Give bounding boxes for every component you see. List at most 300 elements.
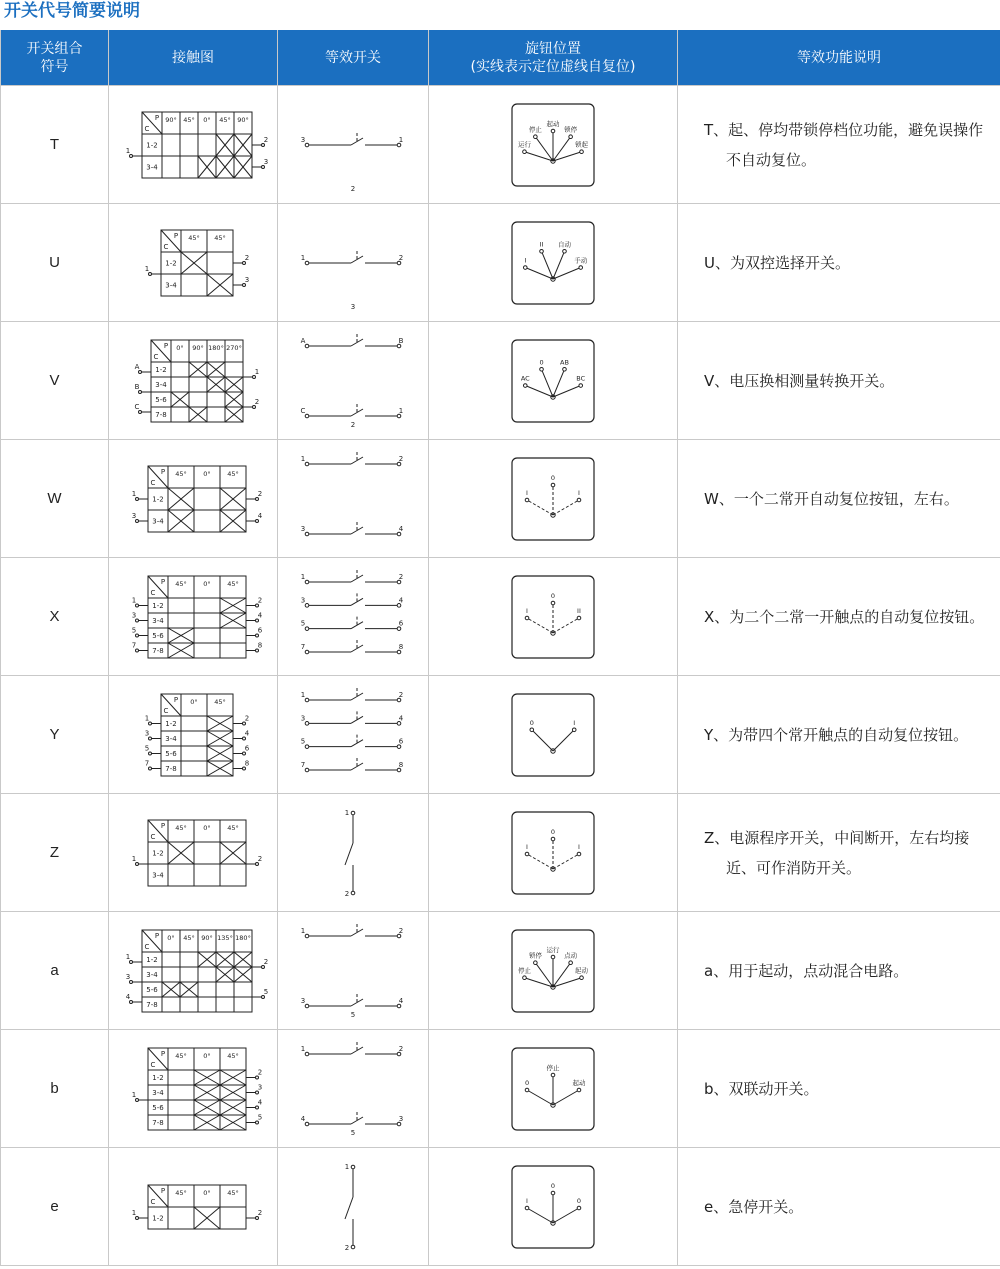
- knob-position: [511, 221, 595, 305]
- angle-label: 45°: [188, 233, 200, 242]
- contact-row-label: 1-2: [165, 719, 177, 728]
- contact-row-label: 1-2: [165, 259, 177, 267]
- switch-terminal: 3: [300, 996, 306, 1005]
- switch-code: V: [1, 322, 109, 440]
- function-description: [678, 1148, 1000, 1266]
- terminal-left: A: [134, 362, 140, 371]
- equivalent-switch: [293, 449, 413, 549]
- knob-position: [511, 457, 595, 541]
- description-text: a、用于起动，点动混合电路。: [704, 961, 909, 980]
- table-row: [1, 1148, 1000, 1266]
- contact-row-label: 1-2: [146, 141, 158, 149]
- switch-terminal: 1: [344, 1162, 350, 1171]
- angle-label: 0°: [167, 933, 175, 942]
- table-row: [1, 558, 1000, 676]
- contact-row-label: 3-4: [165, 281, 177, 289]
- angle-label: 45°: [175, 823, 187, 832]
- knob-label: 0: [524, 1078, 530, 1087]
- angle-label: 45°: [175, 1051, 187, 1060]
- knob-label: 0: [529, 718, 534, 727]
- knob-label: 0: [550, 827, 556, 836]
- switch-terminal: 2: [344, 889, 350, 898]
- angle-label: 45°: [175, 469, 187, 478]
- switch-terminal: 8: [398, 760, 404, 769]
- switch-terminal: 5: [350, 1128, 356, 1137]
- equivalent-switch: [293, 803, 413, 903]
- p-label: P: [160, 1049, 166, 1058]
- c-label: C: [150, 1197, 156, 1206]
- knob-label: I: [526, 1196, 528, 1205]
- terminal-right: 2: [257, 489, 263, 498]
- p-label: P: [160, 821, 166, 830]
- function-description: [678, 676, 1000, 794]
- angle-label: 90°: [237, 115, 249, 124]
- terminal-left: 3: [131, 611, 137, 619]
- function-description: [678, 440, 1000, 558]
- description-text: U、为双控选择开关。: [704, 253, 850, 272]
- switch-code: Y: [1, 676, 109, 794]
- angle-label: 45°: [183, 933, 195, 942]
- angle-label: 90°: [192, 343, 204, 352]
- switch-code: Z: [1, 794, 109, 912]
- description-text: e、急停开关。: [704, 1197, 804, 1216]
- contact-cell: [109, 322, 278, 440]
- terminal-left: 3: [144, 729, 150, 737]
- switch-terminal: 1: [300, 926, 306, 935]
- c-label: C: [150, 588, 156, 597]
- contact-cell: [109, 794, 278, 912]
- switch-terminal: 2: [398, 690, 404, 699]
- p-label: P: [154, 113, 160, 122]
- terminal-left: 1: [131, 596, 137, 604]
- terminal-right: 2: [244, 253, 250, 262]
- switch-terminal: 1: [300, 572, 306, 581]
- switch-terminal: 2: [350, 184, 356, 193]
- contact-cell: [109, 440, 278, 558]
- switch-terminal: 2: [344, 1243, 350, 1252]
- c-label: C: [150, 1060, 156, 1069]
- switch-terminal: 7: [300, 642, 306, 651]
- contact-row-label: 3-4: [152, 517, 164, 525]
- table-row: [1, 676, 1000, 794]
- switch-terminal: 2: [398, 253, 404, 262]
- contact-cell: [109, 676, 278, 794]
- terminal-right: 3: [257, 1083, 263, 1091]
- contact-row-label: 3-4: [155, 380, 167, 389]
- knob-label: 起动: [572, 1078, 586, 1087]
- switch-terminal: 6: [398, 619, 404, 628]
- contact-row-label: 7-8: [146, 1000, 158, 1009]
- terminal-left: 4: [125, 992, 131, 1001]
- knob-label: I: [526, 842, 528, 851]
- header-knob: [429, 30, 678, 86]
- function-description: [678, 794, 1000, 912]
- knob-position: [511, 339, 595, 423]
- switch-terminal: 3: [300, 524, 306, 533]
- angle-label: 0°: [203, 1188, 211, 1197]
- switch-terminal: 8: [398, 642, 404, 651]
- switch-terminal: 2: [398, 572, 404, 581]
- table-row: [1, 794, 1000, 912]
- contact-cell: [109, 86, 278, 204]
- equivalent-switch: [293, 1039, 413, 1139]
- contact-cell: [109, 1148, 278, 1266]
- knob-label: 停止: [517, 966, 531, 975]
- knob-label: 运行: [546, 945, 560, 954]
- contact-row-label: 1-2: [152, 495, 164, 503]
- contact-diagram: [118, 1157, 268, 1257]
- switch-code: b: [1, 1030, 109, 1148]
- terminal-right: 2: [257, 1068, 263, 1076]
- terminal-right: 4: [257, 1098, 263, 1106]
- equivalent-switch: [293, 1157, 413, 1257]
- contact-row-label: 3-4: [152, 616, 164, 625]
- terminal-right: 4: [257, 511, 263, 520]
- switch-terminal: 4: [398, 996, 404, 1005]
- terminal-left: 7: [144, 759, 150, 767]
- switch-terminal: 3: [300, 595, 306, 604]
- knob-cell: [429, 86, 678, 204]
- p-label: P: [163, 341, 169, 350]
- terminal-right: 2: [257, 854, 263, 863]
- p-label: P: [154, 931, 160, 940]
- p-label: P: [160, 577, 166, 586]
- c-label: C: [153, 352, 159, 361]
- terminal-left: 3: [125, 972, 131, 981]
- function-description: [678, 558, 1000, 676]
- table-row: [1, 440, 1000, 558]
- contact-row-label: 1-2: [152, 601, 164, 610]
- function-description: [678, 86, 1000, 204]
- knob-label: I: [526, 488, 528, 497]
- switch-terminal: 1: [300, 253, 306, 262]
- p-label: P: [160, 1186, 166, 1195]
- switch-code: e: [1, 1148, 109, 1266]
- switch-cell: [278, 322, 429, 440]
- switch-terminal: 3: [300, 713, 306, 722]
- knob-cell: [429, 204, 678, 322]
- contact-row-label: 3-4: [165, 734, 177, 743]
- terminal-left: 5: [131, 626, 137, 634]
- contact-diagram: [118, 803, 268, 903]
- switch-cell: [278, 204, 429, 322]
- knob-position: [511, 1165, 595, 1249]
- knob-label: 起动: [546, 119, 560, 128]
- knob-cell: [429, 322, 678, 440]
- terminal-left: 1: [131, 1208, 137, 1217]
- table-row: [1, 204, 1000, 322]
- terminal-right: 2: [263, 135, 268, 144]
- switch-cell: [278, 558, 429, 676]
- knob-cell: [429, 1148, 678, 1266]
- angle-label: 0°: [203, 469, 211, 478]
- knob-label: 停止: [528, 125, 542, 134]
- contact-row-label: 5-6: [165, 749, 177, 758]
- equivalent-switch: [293, 685, 413, 785]
- table-header-row: [1, 30, 1000, 86]
- knob-cell: [429, 794, 678, 912]
- switch-terminal: A: [300, 336, 306, 345]
- angle-label: 90°: [201, 933, 213, 942]
- switch-terminal: 2: [398, 1044, 404, 1053]
- knob-label: I: [573, 718, 576, 727]
- knob-position: [511, 811, 595, 895]
- contact-diagram: [118, 567, 268, 667]
- switch-terminal: 1: [300, 1044, 306, 1053]
- terminal-right: 2: [263, 957, 268, 966]
- knob-cell: [429, 1030, 678, 1148]
- equivalent-switch: [293, 95, 413, 195]
- switch-terminal: 4: [398, 713, 404, 722]
- terminal-left: B: [134, 382, 140, 391]
- switch-cell: [278, 676, 429, 794]
- angle-label: 135°: [217, 933, 233, 942]
- knob-cell: [429, 676, 678, 794]
- switch-terminal: 1: [300, 454, 306, 463]
- knob-position: [511, 693, 595, 777]
- switch-terminal: 3: [300, 135, 306, 144]
- terminal-left: 1: [125, 952, 131, 961]
- switch-cell: [278, 1148, 429, 1266]
- angle-label: 45°: [227, 823, 239, 832]
- angle-label: 45°: [214, 233, 226, 242]
- equivalent-switch: [293, 921, 413, 1021]
- switch-cell: [278, 794, 429, 912]
- knob-label: 锁停: [564, 125, 578, 134]
- contact-row-label: 5-6: [155, 395, 167, 404]
- terminal-left: 1: [125, 146, 131, 155]
- header-code: [1, 30, 109, 86]
- terminal-right: 5: [257, 1113, 263, 1121]
- angle-label: 45°: [183, 115, 195, 124]
- knob-label: 停止: [546, 1063, 560, 1072]
- header-knob-line2: (实线表示定位虚线自复位): [470, 58, 636, 75]
- description-text: V、电压换相测量转换开关。: [704, 371, 895, 390]
- terminal-left: 7: [131, 641, 137, 649]
- knob-label: AC: [520, 374, 530, 383]
- switch-terminal: B: [398, 336, 404, 345]
- switch-code: X: [1, 558, 109, 676]
- c-label: C: [150, 832, 156, 841]
- angle-label: 90°: [165, 115, 177, 124]
- contact-diagram: [118, 95, 268, 195]
- terminal-right: 2: [257, 1208, 263, 1217]
- switch-code-table: [0, 30, 1000, 1266]
- terminal-left: 1: [131, 489, 137, 498]
- contact-row-label: 3-4: [152, 1088, 164, 1097]
- knob-label: BC: [576, 374, 586, 383]
- terminal-left: 1: [131, 1090, 137, 1099]
- description-text: W、一个二常开自动复位按钮，左右。: [704, 489, 959, 508]
- description-text: b、双联动开关。: [704, 1079, 819, 1098]
- terminal-left: 1: [144, 714, 150, 722]
- knob-label: 自动: [557, 239, 571, 248]
- contact-row-label: 3-4: [152, 871, 164, 879]
- function-description: [678, 912, 1000, 1030]
- switch-terminal: C: [300, 406, 306, 415]
- header-contact: 接触图: [109, 30, 278, 86]
- switch-terminal: 2: [398, 454, 404, 463]
- contact-diagram: [118, 449, 268, 549]
- p-label: P: [160, 467, 166, 476]
- header-code-line2: 符号: [40, 58, 69, 75]
- knob-label: AB: [560, 357, 569, 366]
- angle-label: 0°: [190, 697, 198, 706]
- contact-row-label: 5-6: [146, 985, 158, 994]
- terminal-left: C: [134, 402, 140, 411]
- switch-cell: [278, 1030, 429, 1148]
- terminal-right: 5: [263, 987, 268, 996]
- switch-terminal: 1: [398, 406, 404, 415]
- p-label: P: [173, 695, 179, 704]
- knob-position: [511, 929, 595, 1013]
- terminal-left: 3: [131, 511, 137, 520]
- angle-label: 45°: [219, 115, 231, 124]
- switch-terminal: 4: [300, 1114, 306, 1123]
- knob-label: I: [578, 842, 580, 851]
- switch-code: W: [1, 440, 109, 558]
- terminal-left: 5: [144, 744, 150, 752]
- terminal-right: 2: [257, 596, 263, 604]
- terminal-right: 6: [244, 744, 250, 752]
- contact-diagram: [118, 331, 268, 431]
- knob-position: [511, 103, 595, 187]
- terminal-right: 3: [263, 157, 268, 166]
- knob-label: 锁起: [575, 140, 589, 149]
- angle-label: 45°: [214, 697, 226, 706]
- knob-cell: [429, 558, 678, 676]
- terminal-right: 3: [244, 275, 250, 284]
- c-label: C: [163, 706, 169, 715]
- contact-cell: [109, 912, 278, 1030]
- terminal-right: 8: [257, 641, 263, 649]
- knob-label: II: [577, 606, 581, 615]
- function-description: [678, 1030, 1000, 1148]
- angle-label: 45°: [227, 579, 239, 588]
- switch-cell: [278, 86, 429, 204]
- contact-diagram: [118, 685, 268, 785]
- header-func: 等效功能说明: [678, 30, 1000, 86]
- contact-row-label: 5-6: [152, 1103, 164, 1112]
- knob-label: II: [539, 239, 544, 248]
- c-label: C: [144, 942, 150, 951]
- terminal-right: 8: [244, 759, 250, 767]
- switch-terminal: 4: [398, 595, 404, 604]
- knob-label: 0: [550, 473, 556, 482]
- terminal-left: 1: [131, 854, 137, 863]
- function-description: [678, 322, 1000, 440]
- header-switch: 等效开关: [278, 30, 429, 86]
- terminal-right: 1: [254, 367, 260, 376]
- table-row: [1, 912, 1000, 1030]
- switch-code: a: [1, 912, 109, 1030]
- contact-cell: [109, 558, 278, 676]
- knob-label: 0: [550, 1181, 556, 1190]
- description-text: T、起、停均带锁停档位功能，避免误操作不自动复位。: [704, 120, 984, 169]
- switch-cell: [278, 912, 429, 1030]
- table-row: [1, 86, 1000, 204]
- switch-cell: [278, 440, 429, 558]
- angle-label: 45°: [175, 1188, 187, 1197]
- contact-row-label: 5-6: [152, 631, 164, 640]
- contact-row-label: 1-2: [155, 365, 167, 374]
- contact-row-label: 7-8: [155, 410, 167, 419]
- knob-label: I: [524, 256, 527, 265]
- switch-terminal: 3: [398, 1114, 404, 1123]
- p-label: P: [173, 231, 179, 240]
- knob-label: 锁停: [528, 951, 542, 960]
- description-text: X、为二个二常一开触点的自动复位按钮。: [704, 607, 985, 626]
- contact-row-label: 1-2: [152, 1073, 164, 1082]
- switch-terminal: 5: [300, 619, 306, 628]
- switch-terminal: 1: [398, 135, 404, 144]
- c-label: C: [150, 478, 156, 487]
- contact-cell: [109, 204, 278, 322]
- contact-row-label: 1-2: [152, 1214, 164, 1222]
- switch-code: T: [1, 86, 109, 204]
- switch-terminal: 5: [300, 737, 306, 746]
- terminal-right: 2: [244, 714, 250, 722]
- switch-terminal: 1: [344, 808, 350, 817]
- knob-cell: [429, 912, 678, 1030]
- switch-terminal: 2: [350, 420, 356, 429]
- knob-cell: [429, 440, 678, 558]
- knob-label: 手动: [574, 256, 588, 265]
- knob-label: 0: [550, 591, 556, 600]
- table-row: [1, 322, 1000, 440]
- angle-label: 0°: [203, 579, 211, 588]
- switch-terminal: 1: [300, 690, 306, 699]
- terminal-right: 4: [257, 611, 263, 619]
- angle-label: 0°: [176, 343, 184, 352]
- knob-label: 0: [539, 357, 544, 366]
- angle-label: 45°: [227, 469, 239, 478]
- equivalent-switch: [293, 567, 413, 667]
- angle-label: 180°: [208, 343, 224, 352]
- knob-label: I: [578, 488, 580, 497]
- switch-terminal: 3: [350, 302, 356, 311]
- description-text: Y、为带四个常开触点的自动复位按钮。: [704, 725, 969, 744]
- switch-terminal: 7: [300, 760, 306, 769]
- angle-label: 270°: [226, 343, 242, 352]
- c-label: C: [163, 242, 169, 251]
- header-code-line1: 开关组合: [26, 40, 83, 57]
- contact-diagram: [118, 921, 268, 1021]
- header-knob-line1: 旋钮位置: [525, 40, 581, 57]
- angle-label: 45°: [227, 1188, 239, 1197]
- terminal-left: 1: [144, 264, 150, 273]
- angle-label: 45°: [227, 1051, 239, 1060]
- angle-label: 180°: [235, 933, 251, 942]
- function-description: [678, 204, 1000, 322]
- knob-label: 点动: [564, 951, 578, 960]
- contact-row-label: 3-4: [146, 163, 158, 171]
- switch-terminal: 2: [398, 926, 404, 935]
- equivalent-switch: [293, 213, 413, 313]
- switch-terminal: 5: [350, 1010, 356, 1019]
- angle-label: 0°: [203, 823, 211, 832]
- contact-row-label: 1-2: [152, 849, 164, 857]
- knob-position: [511, 575, 595, 659]
- page-title: 开关代号简要说明: [4, 1, 140, 21]
- contact-diagram: [118, 213, 268, 313]
- contact-cell: [109, 1030, 278, 1148]
- switch-terminal: 4: [398, 524, 404, 533]
- contact-diagram: [118, 1039, 268, 1139]
- contact-row-label: 3-4: [146, 970, 158, 979]
- table-row: [1, 1030, 1000, 1148]
- angle-label: 0°: [203, 115, 211, 124]
